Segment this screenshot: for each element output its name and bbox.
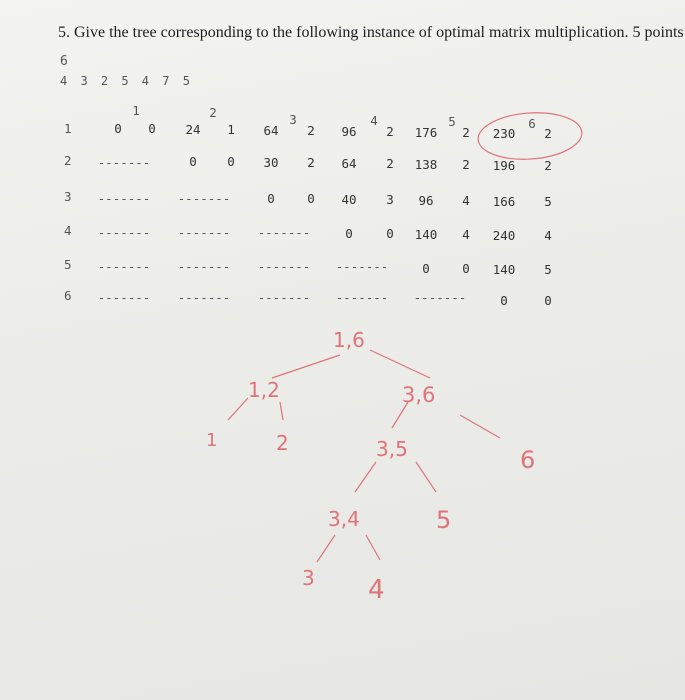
tree-node-rll-left: 3 <box>302 566 315 590</box>
row-label: 5 <box>64 257 72 272</box>
cost-value: 166 <box>492 194 516 209</box>
column-header: 1 <box>132 103 140 118</box>
split-value: 2 <box>386 124 394 139</box>
cost-value: 0 <box>189 154 197 169</box>
tree-node-rl-left: 3,4 <box>328 507 360 531</box>
empty-cell: ------- <box>97 290 151 305</box>
split-value: 0 <box>386 226 394 241</box>
row-label: 2 <box>64 153 72 168</box>
empty-cell: ------- <box>257 290 311 305</box>
tree-node-root: 1,6 <box>333 328 365 352</box>
question-text: 5. Give the tree corresponding to the following instance of optimal matrix multiplication. 5 points <box>58 24 684 41</box>
split-value: 5 <box>544 194 552 209</box>
row-label: 6 <box>64 288 72 303</box>
column-header: 2 <box>209 105 217 120</box>
empty-cell: ------- <box>177 225 231 240</box>
tree-edge <box>370 350 430 378</box>
cost-value: 140 <box>414 227 438 242</box>
cost-value: 196 <box>492 158 516 173</box>
row-label: 4 <box>64 223 72 238</box>
cost-value: 240 <box>492 228 516 243</box>
empty-cell: ------- <box>257 225 311 240</box>
cost-value: 230 <box>492 126 516 141</box>
split-value: 2 <box>386 156 394 171</box>
cost-value: 40 <box>341 192 357 207</box>
split-value: 0 <box>544 293 552 308</box>
empty-cell: ------- <box>257 259 311 274</box>
column-header: 4 <box>370 113 378 128</box>
split-value: 2 <box>462 125 470 140</box>
column-header: 3 <box>289 112 297 127</box>
cost-value: 0 <box>422 261 430 276</box>
split-value: 2 <box>307 155 315 170</box>
empty-cell: ------- <box>97 259 151 274</box>
cost-value: 64 <box>341 156 357 171</box>
empty-cell: ------- <box>335 290 389 305</box>
empty-cell: ------- <box>335 259 389 274</box>
split-value: 0 <box>148 121 156 136</box>
split-value: 2 <box>544 158 552 173</box>
column-header: 6 <box>528 116 536 131</box>
split-value: 4 <box>462 193 470 208</box>
cost-value: 0 <box>114 121 122 136</box>
cost-value: 96 <box>418 193 434 208</box>
empty-cell: ------- <box>177 191 231 206</box>
circle-annotation <box>477 109 584 162</box>
tree-node-right-right: 6 <box>520 446 536 474</box>
cost-value: 0 <box>267 191 275 206</box>
empty-cell: ------- <box>177 290 231 305</box>
cost-value: 176 <box>414 125 438 140</box>
split-value: 1 <box>227 122 235 137</box>
tree-node-left-left: 1 <box>206 430 218 451</box>
empty-cell: ------- <box>413 290 467 305</box>
column-header: 5 <box>448 114 456 129</box>
split-value: 2 <box>544 126 552 141</box>
tree-edge <box>366 535 380 560</box>
matrix-count: 6 <box>60 54 68 69</box>
empty-cell: ------- <box>97 225 151 240</box>
tree-node-right-left: 3,5 <box>376 437 408 461</box>
empty-cell: ------- <box>177 259 231 274</box>
tree-edge <box>272 355 340 378</box>
empty-cell: ------- <box>97 191 151 206</box>
cost-value: 64 <box>263 123 279 138</box>
split-value: 0 <box>462 261 470 276</box>
tree-node-left-right: 2 <box>276 431 289 455</box>
split-value: 4 <box>462 227 470 242</box>
cost-value: 24 <box>185 122 201 137</box>
tree-edge <box>228 398 248 420</box>
cost-value: 96 <box>341 124 357 139</box>
tree-edge <box>280 402 283 420</box>
split-value: 0 <box>227 154 235 169</box>
split-value: 4 <box>544 228 552 243</box>
tree-node-left: 1,2 <box>248 378 280 402</box>
cost-value: 0 <box>500 293 508 308</box>
tree-edge <box>460 415 500 438</box>
cost-value: 140 <box>492 262 516 277</box>
cost-value: 0 <box>345 226 353 241</box>
tree-node-rll-right: 4 <box>368 575 385 605</box>
tree-edge <box>317 535 335 562</box>
split-value: 0 <box>307 191 315 206</box>
tree-edge <box>416 462 436 492</box>
row-label: 3 <box>64 189 72 204</box>
tree-node-rl-right: 5 <box>436 506 452 534</box>
cost-value: 30 <box>263 155 279 170</box>
cost-value: 138 <box>414 157 438 172</box>
matrix-dimensions: 4 3 2 5 4 7 5 <box>60 74 193 88</box>
row-label: 1 <box>64 121 72 136</box>
tree-edge <box>355 462 376 492</box>
empty-cell: ------- <box>97 155 151 170</box>
tree-node-right: 3,6 <box>402 383 436 407</box>
split-value: 3 <box>386 192 394 207</box>
split-value: 2 <box>307 123 315 138</box>
split-value: 2 <box>462 157 470 172</box>
split-value: 5 <box>544 262 552 277</box>
